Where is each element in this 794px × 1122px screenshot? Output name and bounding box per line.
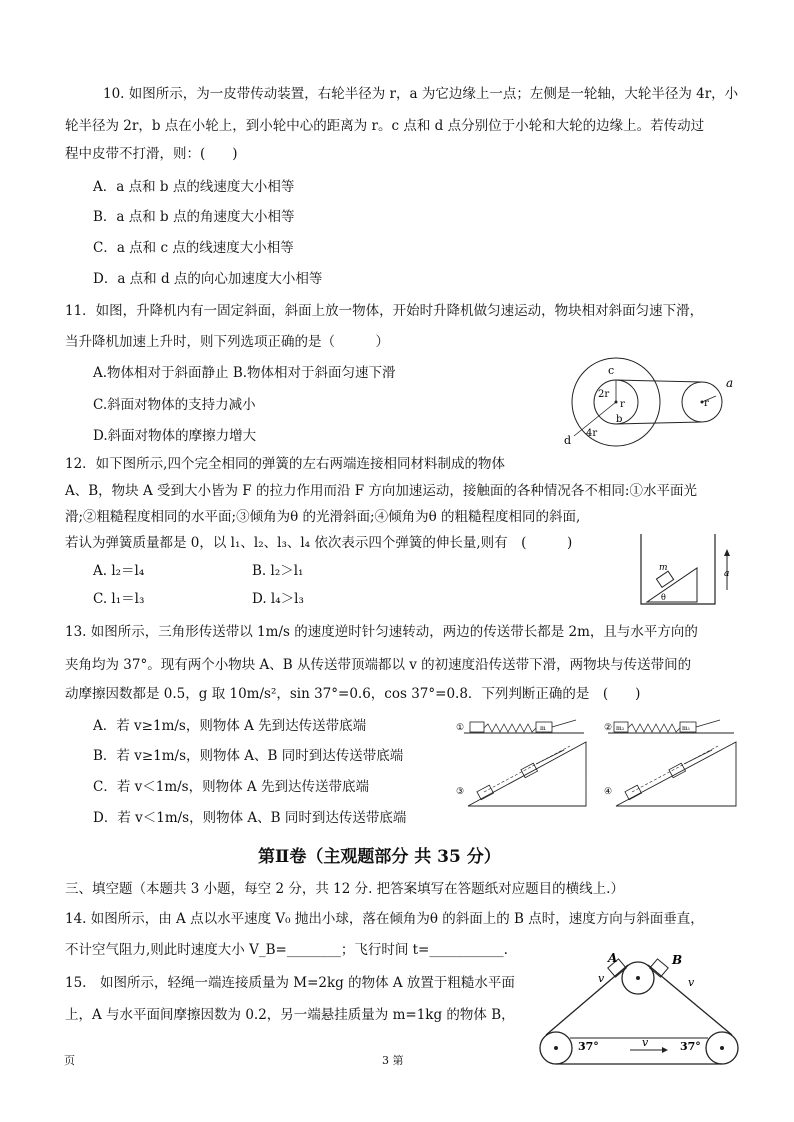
elevator-label-theta: θ	[661, 593, 666, 602]
footer-page-number: 3 第	[382, 1054, 404, 1067]
pulley-label-r: r	[620, 399, 625, 410]
q12-option-d: D. l₄＞l₃	[252, 591, 304, 607]
springs-label-m1: m₁	[682, 725, 691, 732]
springs-label-4: ④	[604, 787, 613, 797]
section2-title: 第Ⅱ卷（主观题部分 共 35 分）	[258, 847, 501, 867]
q10-stem-line-2: 轮半径为 2r，b 点在小轮上，到小轮中心的距离为 r。c 点和 d 点分别位于小轮和大轮的边缘上。若传动过	[65, 118, 705, 134]
q11-option-ab: A.物体相对于斜面静止 B.物体相对于斜面匀速下滑	[93, 365, 396, 381]
q13-option-c: C．若 v＜1m/s，则物体 A 先到达传送带底端	[93, 779, 369, 795]
pulley-label-c: c	[608, 364, 615, 377]
q10-option-a: A．a 点和 b 点的线速度大小相等	[93, 179, 295, 195]
q10-option-b: B．a 点和 b 点的角速度大小相等	[93, 209, 295, 225]
pulley-label-a: a	[726, 376, 734, 390]
q10-option-c: C．a 点和 c 点的线速度大小相等	[93, 240, 294, 256]
q13-option-b: B．若 v≥1m/s，则物体 A、B 同时到达传送带底端	[93, 748, 404, 764]
q10-option-d: D．a 点和 d 点的向心加速度大小相等	[93, 271, 323, 287]
section2-instruction: 三、填空题（本题共 3 小题，每空 2 分，共 12 分. 把答案填写在答题纸对应题目的横线上.）	[65, 881, 624, 897]
q15-stem-line-2: 上，A 与水平面间摩擦因数为 0.2，另一端悬挂质量为 m=1kg 的物体 B，	[65, 1007, 515, 1023]
springs-label-3: ③	[456, 787, 465, 797]
belt-label-v-bottom: v	[642, 1036, 649, 1049]
belt-label-angle-left: 37°	[578, 1040, 599, 1053]
springs-label-1: ①	[456, 723, 465, 733]
belt-label-v-left: v	[598, 972, 605, 985]
triangle-belt-figure	[526, 948, 752, 1068]
q12-stem-line-1: 12．如下图所示,四个完全相同的弹簧的左右两端连接相同材料制成的物体	[65, 456, 505, 472]
pulley-label-4r: 4r	[586, 428, 598, 439]
q10-stem-line-3: 程中皮带不打滑，则：( )	[65, 146, 238, 162]
q11-stem-line-2: 当升降机加速上升时，则下列选项正确的是（ ）	[65, 334, 389, 350]
springs-label-m: m	[540, 725, 546, 732]
q13-option-a: A．若 v≥1m/s，则物体 A 先到达传送带底端	[93, 718, 367, 734]
belt-label-v-right: v	[688, 976, 695, 989]
q14-stem-line-2: 不计空气阻力,则此时速度大小 V_B=________；飞行时间 t=___________.	[65, 942, 508, 958]
springs-label-m2: m₂	[616, 725, 625, 732]
elevator-diagram	[637, 532, 737, 608]
q11-option-d: D.斜面对物体的摩擦力增大	[93, 428, 257, 444]
q12-option-c: C. l₁＝l₃	[93, 591, 145, 607]
q13-option-d: D．若 v＜1m/s，则物体 A、B 同时到达传送带底端	[93, 810, 407, 826]
pulley-label-d: d	[564, 434, 572, 447]
q11-option-c: C.斜面对物体的支持力减小	[93, 397, 256, 413]
q10-stem-line-1: 10. 如图所示，为一皮带传动装置，右轮半径为 r，a 为它边缘上一点；左侧是一轮轴，大轮半径为 4r，小	[103, 86, 739, 102]
q13-stem-line-1: 13. 如图所示，三角形传送带以 1m/s 的速度逆时针匀速转动，两边的传送带长都是 2m，且与水平方向的	[65, 624, 698, 640]
q12-stem-line-2: A、B，物块 A 受到大小皆为 F 的拉力作用而沿 F 方向加速运动，接触面的各种情况各不相同:①水平面光	[65, 483, 697, 499]
q11-stem-line-1: 11．如图，升降机内有一固定斜面，斜面上放一物体，开始时升降机做匀速运动，物块相对斜面匀速下滑，	[65, 303, 704, 319]
pulley-label-2r: 2r	[598, 389, 610, 400]
q12-stem-line-3: 滑;②粗糙程度相同的水平面;③倾角为θ 的光滑斜面;④倾角为θ 的粗糙程度相同的斜面,	[65, 509, 581, 525]
q13-stem-line-3: 动摩擦因数都是 0.5，g 取 10m/s²，sin 37°=0.6，cos 37°=0.8．下列判断正确的是 ( )	[65, 686, 641, 702]
belt-label-angle-right: 37°	[680, 1040, 701, 1053]
springs-diagram	[454, 714, 754, 814]
q15-stem-line-1: 15. 如图所示，轻绳一端连接质量为 M=2kg 的物体 A 放置于粗糙水平面	[65, 975, 515, 991]
belt-label-B: B	[672, 953, 683, 967]
springs-figure	[454, 714, 754, 814]
elevator-figure	[637, 532, 737, 608]
q12-stem-line-4: 若认为弹簧质量都是 0，以 l₁、l₂、l₃、l₄ 依次表示四个弹簧的伸长量,则有 ( )	[65, 535, 573, 551]
elevator-label-a: a	[724, 569, 730, 579]
pulley-label-r-small: r	[704, 398, 709, 409]
footer-left: 页	[64, 1054, 75, 1067]
pulley-figure	[556, 352, 742, 452]
triangle-belt-diagram	[526, 948, 752, 1068]
q14-stem-line-1: 14. 如图所示，由 A 点以水平速度 V₀ 抛出小球，落在倾角为θ 的斜面上的 B 点时，速度方向与斜面垂直，	[65, 911, 704, 927]
elevator-label-m: m	[659, 563, 668, 573]
belt-label-A: A	[608, 951, 618, 965]
q13-stem-line-2: 夹角均为 37°。现有两个小物块 A、B 从传送带顶端都以 v 的初速度沿传送带下滑，两物块与传送带间的	[65, 657, 692, 673]
pulley-diagram	[556, 352, 742, 452]
pulley-label-b: b	[616, 414, 623, 425]
q12-option-a: A. l₂＝l₄	[93, 563, 145, 579]
springs-label-2: ②	[604, 723, 613, 733]
q12-option-b: B. l₂＞l₁	[252, 563, 304, 579]
